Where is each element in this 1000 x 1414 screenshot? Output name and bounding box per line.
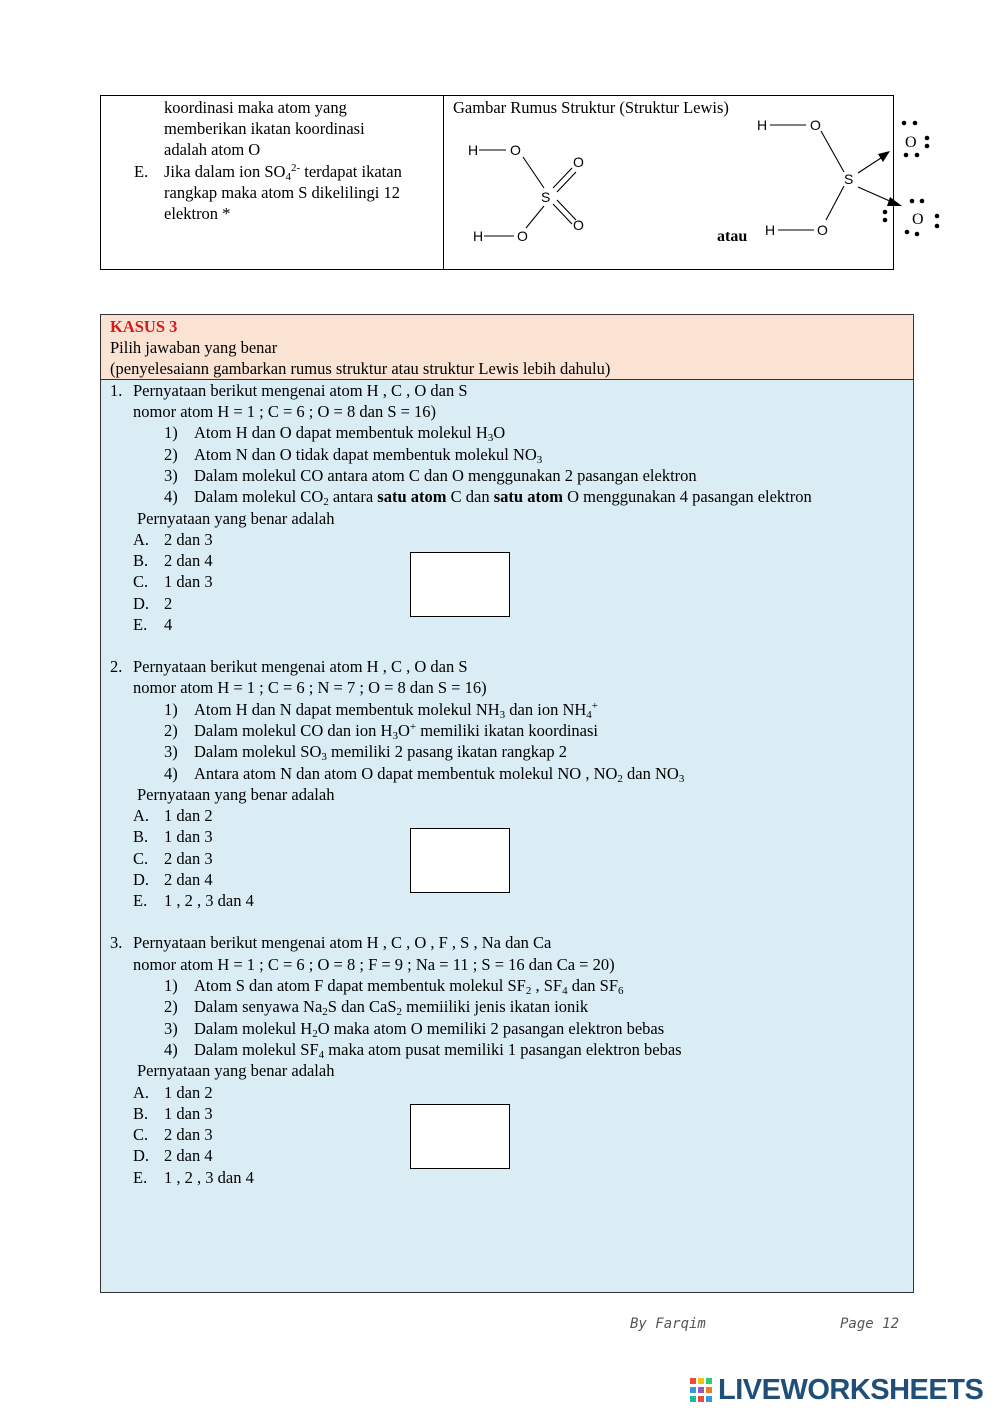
q2-option-e: 1 , 2 , 3 dan 4 xyxy=(164,891,254,910)
atom-o: O xyxy=(912,211,924,228)
q3-numbers: nomor atom H = 1 ; C = 6 ; O = 8 ; F = 9 ; Na = 11 ; S = 16 dan Ca = 20) xyxy=(133,955,615,974)
atom-o: O xyxy=(573,217,584,233)
q1-s2-num: 2) xyxy=(164,445,178,464)
q3-s4-num: 4) xyxy=(164,1040,178,1059)
q2-question: Pernyataan yang benar adalah xyxy=(137,785,335,804)
atom-h: H xyxy=(765,222,776,238)
q2-statement-1: Atom H dan N dapat membentuk molekul $NH_3$ dan ion $NH_4^+$ xyxy=(194,700,598,721)
q1-statement-2: Atom N dan O tidak dapat membentuk molekul $NO_3$ xyxy=(194,445,543,466)
atom-h: H xyxy=(757,117,768,133)
q1-option-e-letter: E. xyxy=(133,615,148,634)
atom-s: S xyxy=(844,171,854,187)
q1-option-a: 2 dan 3 xyxy=(164,530,213,549)
left-line-3: adalah atom O xyxy=(164,140,261,159)
q1-question: Pernyataan yang benar adalah xyxy=(137,509,335,528)
q3-option-d: 2 dan 4 xyxy=(164,1146,213,1165)
q3-statement-3: Dalam molekul $H_2O$ maka atom O memiliki 2 pasangan elektron bebas xyxy=(194,1019,665,1040)
bond-s-o-right-b xyxy=(557,172,576,192)
atau-label: atau xyxy=(717,228,748,245)
q1-s1-num: 1) xyxy=(164,423,178,442)
arrow-head-bottom xyxy=(887,197,902,206)
q2-number: 2. xyxy=(110,657,123,676)
footer-author: By Farqim xyxy=(630,1316,706,1332)
q2-option-a-letter: A. xyxy=(133,806,150,825)
case-note: (penyelesaiann gambarkan rumus struktur atau struktur Lewis lebih dahulu) xyxy=(110,359,611,378)
q2-option-d-letter: D. xyxy=(133,870,150,889)
q1-option-d: 2 xyxy=(164,594,173,613)
q1-option-d-letter: D. xyxy=(133,594,150,613)
q1-s3-num: 3) xyxy=(164,466,178,485)
top-table xyxy=(100,95,924,270)
q2-option-c: 2 dan 3 xyxy=(164,849,213,868)
footer-page: Page 12 xyxy=(840,1316,900,1332)
atom-o: O xyxy=(905,134,917,151)
atom-h: H xyxy=(468,142,479,158)
q1-option-c-letter: C. xyxy=(133,572,149,591)
q2-statement-2: Dalam molekul CO dan ion $H_3O^+$ memiliki ikatan koordinasi xyxy=(194,721,599,742)
q1-intro: Pernyataan berikut mengenai atom H , C , O dan S xyxy=(133,381,468,400)
q1-option-c: 1 dan 3 xyxy=(164,572,213,591)
q3-s1-num: 1) xyxy=(164,976,178,995)
q3-answer-box[interactable] xyxy=(410,1104,510,1169)
q3-s2-num: 2) xyxy=(164,997,178,1016)
q3-option-a-letter: A. xyxy=(133,1083,150,1102)
q2-option-a: 1 dan 2 xyxy=(164,806,213,825)
arrow-head-top xyxy=(878,151,890,162)
bond-o-s-r-top xyxy=(821,131,844,172)
q2-intro: Pernyataan berikut mengenai atom H , C , O dan S xyxy=(133,657,468,676)
q2-option-c-letter: C. xyxy=(133,849,149,868)
q2-option-d: 2 dan 4 xyxy=(164,870,213,889)
q2-option-e-letter: E. xyxy=(133,891,148,910)
q3-option-a: 1 dan 2 xyxy=(164,1083,213,1102)
q3-number: 3. xyxy=(110,933,123,952)
q2-s3-num: 3) xyxy=(164,742,178,761)
bond-s-o-right-a xyxy=(553,168,572,188)
q1-statement-1: Atom H dan O dapat membentuk molekul $H_3O$ xyxy=(194,423,506,444)
arrow-shaft-top xyxy=(858,156,884,173)
liveworksheets-logo-text[interactable]: LIVEWORKSHEETS xyxy=(718,1374,984,1406)
bond-s-o-r-bottom xyxy=(826,186,844,220)
q3-option-c-letter: C. xyxy=(133,1125,149,1144)
q3-option-d-letter: D. xyxy=(133,1146,150,1165)
q2-answer-box[interactable] xyxy=(410,828,510,893)
q3-statement-2: Dalam senyawa $Na_2S$ dan CaS$_2$ memiiliki jenis ikatan ionik xyxy=(194,997,589,1018)
case-title: KASUS 3 xyxy=(110,317,178,336)
atom-o: O xyxy=(510,142,521,158)
q1-answer-box[interactable] xyxy=(410,552,510,617)
q2-statement-3: Dalam molekul $SO_3$ memiliki 2 pasang ikatan rangkap 2 xyxy=(194,742,568,763)
q1-option-e: 4 xyxy=(164,615,173,634)
q2-option-b: 1 dan 3 xyxy=(164,827,213,846)
left-line-1: koordinasi maka atom yang xyxy=(164,98,347,117)
q3-option-b-letter: B. xyxy=(133,1104,149,1123)
option-e-cont-2: elektron * xyxy=(164,204,231,223)
bond-o-s-top xyxy=(523,157,544,188)
q2-statement-4: Antara atom N dan atom O dapat membentuk molekul NO , $NO_2$ dan $NO_3$ xyxy=(194,764,685,785)
q3-statement-1: Atom S dan atom F dapat membentuk molekul $SF_2$ , $SF_4$ dan $SF_6$ xyxy=(194,976,624,997)
structure-title: Gambar Rumus Struktur (Struktur Lewis) xyxy=(453,98,729,117)
lewis-structure-diagram xyxy=(446,116,996,268)
q2-option-b-letter: B. xyxy=(133,827,149,846)
q1-statement-3: Dalam molekul CO antara atom C dan O menggunakan 2 pasangan elektron xyxy=(194,466,697,485)
q2-s4-num: 4) xyxy=(164,764,178,783)
q3-option-e-letter: E. xyxy=(133,1168,148,1187)
atom-o: O xyxy=(817,222,828,238)
q1-option-a-letter: A. xyxy=(133,530,150,549)
atom-o: O xyxy=(573,154,584,170)
arrow-shaft-bottom xyxy=(858,187,892,202)
q2-numbers: nomor atom H = 1 ; C = 6 ; N = 7 ; O = 8 dan S = 16) xyxy=(133,678,487,697)
option-e-letter: E. xyxy=(134,162,149,181)
q3-question: Pernyataan yang benar adalah xyxy=(137,1061,335,1080)
atom-h: H xyxy=(473,228,484,244)
q2-s1-num: 1) xyxy=(164,700,178,719)
bond-s-o-lowright-a xyxy=(553,204,572,224)
q1-option-b: 2 dan 4 xyxy=(164,551,213,570)
table-divider xyxy=(443,96,444,269)
left-line-2: memberikan ikatan koordinasi xyxy=(164,119,365,138)
q2-s2-num: 2) xyxy=(164,721,178,740)
atom-s: S xyxy=(541,189,551,205)
q3-statement-4: Dalam molekul $SF_4$ maka atom pusat memiliki 1 pasangan elektron bebas xyxy=(194,1040,682,1061)
atom-o: O xyxy=(517,228,528,244)
case-instruction: Pilih jawaban yang benar xyxy=(110,338,278,357)
q1-s4-num: 4) xyxy=(164,487,178,506)
atom-o: O xyxy=(810,117,821,133)
option-e-cont-1: rangkap maka atom S dikelilingi 12 xyxy=(164,183,400,202)
q3-option-c: 2 dan 3 xyxy=(164,1125,213,1144)
option-e-line: Jika dalam ion $SO_4^{2-}$ terdapat ikatan xyxy=(164,162,402,183)
q3-intro: Pernyataan berikut mengenai atom H , C , O , F , S , Na dan Ca xyxy=(133,933,552,952)
q3-option-b: 1 dan 3 xyxy=(164,1104,213,1123)
q1-option-b-letter: B. xyxy=(133,551,149,570)
case-header xyxy=(101,315,913,380)
case-box xyxy=(100,314,914,1293)
q3-option-e: 1 , 2 , 3 dan 4 xyxy=(164,1168,254,1187)
bond-s-o-bottom xyxy=(526,206,544,228)
q1-numbers: nomor atom H = 1 ; C = 6 ; O = 8 dan S = 16) xyxy=(133,402,437,421)
q1-statement-4: Dalam molekul $CO_2$ antara satu atom C dan satu atom O menggunakan 4 pasangan elektron xyxy=(194,487,812,508)
q3-s3-num: 3) xyxy=(164,1019,178,1038)
liveworksheets-logo-icon xyxy=(690,1378,712,1402)
q1-number: 1. xyxy=(110,381,123,400)
